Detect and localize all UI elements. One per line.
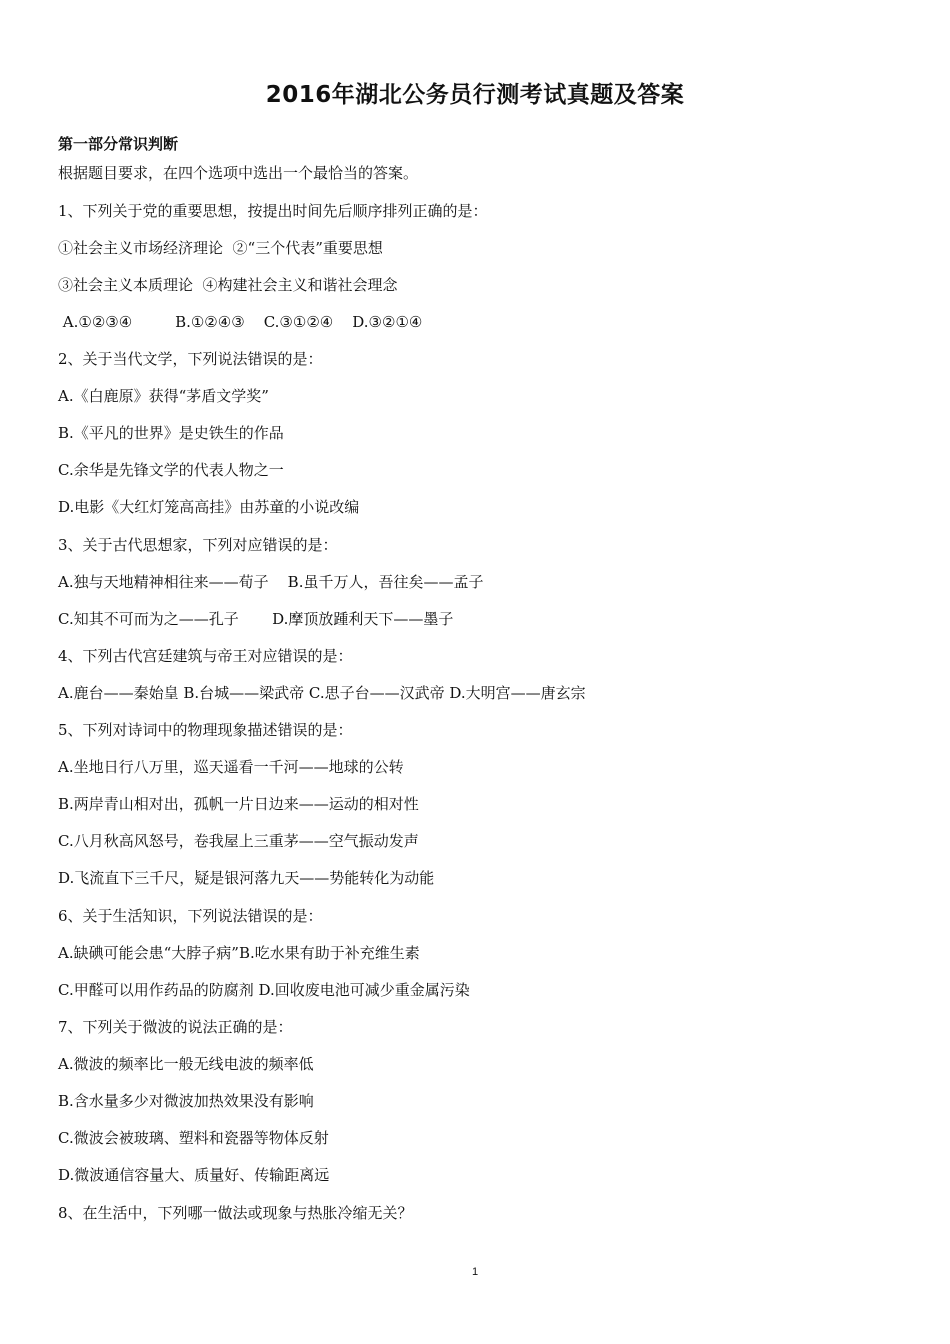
question-2-option-d: D.电影《大红灯笼高高挂》由苏童的小说改编 [58,498,360,516]
question-6-options-cd: C.甲醛可以用作药品的防腐剂 D.回收废电池可减少重金属污染 [58,981,470,999]
question-2-option-a: A.《白鹿原》获得“茅盾文学奖” [58,387,269,405]
question-3: 3、关于古代思想家，下列对应错误的是： [58,536,338,554]
question-1: 1、下列关于党的重要思想，按提出时间先后顺序排列正确的是： [58,202,488,220]
question-8: 8、在生活中，下列哪一做法或现象与热胀冷缩无关？ [58,1204,413,1222]
question-7-option-d: D.微波通信容量大、质量好、传输距离远 [58,1166,330,1184]
question-5-option-d: D.飞流直下三千尺，疑是银河落九天——势能转化为动能 [58,869,435,887]
question-6: 6、关于生活知识，下列说法错误的是： [58,907,323,925]
question-5-option-a: A.坐地日行八万里，巡天遥看一千河——地球的公转 [58,758,404,776]
question-7-option-a: A.微波的频率比一般无线电波的频率低 [58,1055,314,1073]
page-number: 1 [471,1266,479,1278]
question-5: 5、下列对诗词中的物理现象描述错误的是： [58,721,353,739]
question-1-item-a: ①社会主义市场经济理论 ②“三个代表”重要思想 [58,239,383,257]
question-7-option-c: C.微波会被玻璃、塑料和瓷器等物体反射 [58,1129,329,1147]
question-2-option-b: B.《平凡的世界》是史铁生的作品 [58,424,284,442]
question-5-option-b: B.两岸青山相对出，孤帆一片日边来——运动的相对性 [58,795,419,813]
instruction-text: 根据题目要求，在四个选项中选出一个最恰当的答案。 [58,164,419,182]
question-2-option-c: C.余华是先锋文学的代表人物之一 [58,461,284,479]
question-2: 2、关于当代文学，下列说法错误的是： [58,350,323,368]
question-3-options-ab: A.独与天地精神相往来——荀子 B.虽千万人，吾往矣——孟子 [58,573,484,591]
section-heading: 第一部分常识判断 [58,135,179,153]
question-7-option-b: B.含水量多少对微波加热效果没有影响 [58,1092,314,1110]
question-5-option-c: C.八月秋高风怒号，卷我屋上三重茅——空气振动发声 [58,832,419,850]
question-1-options: A.①②③④ B.①②④③ C.③①②④ D.③②①④ [58,313,423,331]
question-1-item-b: ③社会主义本质理论 ④构建社会主义和谐社会理念 [58,276,398,294]
question-3-options-cd: C.知其不可而为之——孔子 D.摩顶放踵利天下——墨子 [58,610,454,628]
question-7: 7、下列关于微波的说法正确的是： [58,1018,293,1036]
document-title: 2016年湖北公务员行测考试真题及答案 [265,82,685,108]
question-4: 4、下列古代宫廷建筑与帝王对应错误的是： [58,647,353,665]
question-6-options-ab: A.缺碘可能会患“大脖子病”B.吃水果有助于补充维生素 [58,944,420,962]
question-4-options: A.鹿台——秦始皇 B.台城——梁武帝 C.思子台——汉武帝 D.大明宫——唐玄宗 [58,684,586,702]
